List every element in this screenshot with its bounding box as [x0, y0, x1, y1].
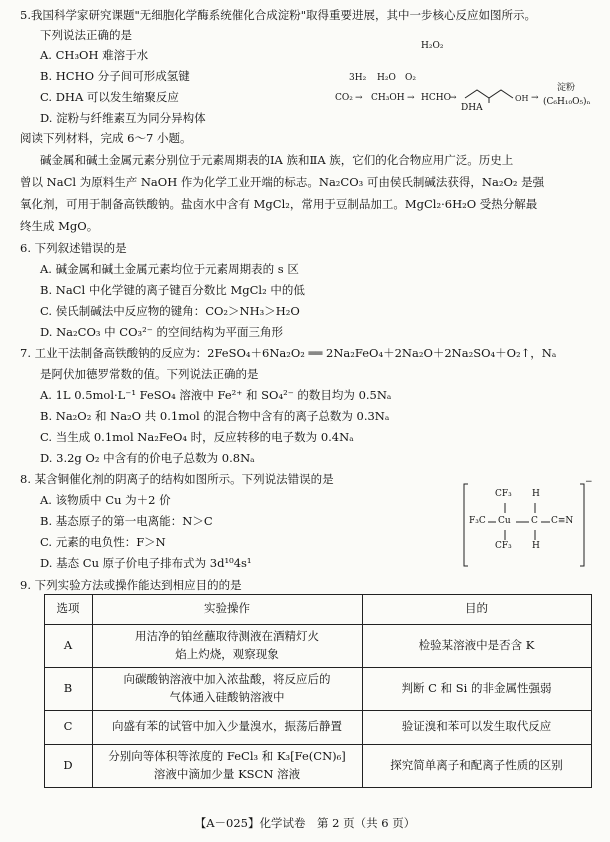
q8-stem: 8. 某含铜催化剂的阴离子的结构如图所示。下列说法错误的是 — [20, 472, 334, 486]
diagram-arrow-2: → — [407, 93, 415, 103]
diagram-co2: CO₂ — [335, 93, 353, 103]
struct-cu: Cu — [498, 516, 511, 526]
q5-option-c: C. DHA 可以发生缩聚反应 — [40, 90, 179, 104]
q5-stem-line1: 5.我国科学家研究课题"无细胞化学酶系统催化合成淀粉"取得重要进展，其中一步核心反应如图所示。 — [20, 8, 537, 22]
q8-option-b: B. 基态原子的第一电离能：N＞C — [40, 514, 213, 528]
struct-h-bottom: H — [532, 541, 540, 551]
table-row-d-operation — [92, 744, 362, 787]
diagram-h2o-label: H₂O — [377, 73, 396, 83]
table-row-a-option: A — [63, 637, 73, 652]
q6-stem: 6. 下列叙述错误的是 — [20, 241, 127, 255]
diagram-starch-formula: (C₆H₁₀O₅)ₙ — [543, 97, 591, 107]
row-d-op-line2: 溶液中滴加少量 KSCN 溶液 — [153, 766, 301, 781]
q5-stem-line2: 下列说法正确的是 — [40, 28, 132, 42]
diagram-h2-label: 3H₂ — [349, 73, 367, 83]
diagram-dha: DHA — [461, 103, 483, 113]
q8-option-d: D. 基态 Cu 原子价电子排布式为 3d¹⁰4s¹ — [40, 556, 252, 570]
q7-option-c: C. 当生成 0.1mol Na₂FeO₄ 时，反应转移的电子数为 0.4Nₐ — [40, 430, 354, 444]
diagram-h2o2-label: H₂O₂ — [421, 41, 444, 51]
q8-option-a: A. 该物质中 Cu 为＋2 价 — [40, 493, 171, 507]
q7-option-b: B. Na₂O₂ 和 Na₂O 共 0.1mol 的混合物中含有的离子总数为 0.3Nₐ — [40, 409, 390, 423]
q5-option-d: D. 淀粉与纤维素互为同分异构体 — [40, 111, 206, 125]
row-a-op-line2: 焰上灼烧，观察现象 — [175, 646, 279, 661]
table-header-operation: 实验操作 — [204, 601, 250, 616]
struct-c-mid: C — [531, 516, 538, 526]
svg-text:OH: OH — [515, 94, 529, 103]
reading-line3: 氧化剂，可用于制备高铁酸钠。盐卤水中含有 MgCl₂，常用于豆制品加工。MgCl₂·6H₂O 受热分解最 — [20, 197, 538, 211]
q9-table — [44, 594, 592, 788]
table-row-c-aim: 验证溴和苯可以发生取代反应 — [401, 719, 552, 734]
diagram-arrow-3: → — [449, 93, 457, 103]
q7-stem-line1: 7. 工业干法制备高铁酸钠的反应为：2FeSO₄＋6Na₂O₂ ══ 2Na₂FeO₄＋2Na₂O＋2Na₂SO₄＋O₂↑，Nₐ — [20, 346, 557, 360]
page-footer: 【A－025】化学试卷 第 2 页（共 6 页） — [194, 816, 416, 830]
table-header-aim: 目的 — [465, 601, 488, 616]
q6-option-d: D. Na₂CO₃ 中 CO₃²⁻ 的空间结构为平面三角形 — [40, 325, 283, 339]
q6-option-a: A. 碱金属和碱土金属元素均位于元素周期表的 s 区 — [40, 262, 299, 276]
struct-cf3-bottom: CF₃ — [495, 541, 512, 551]
reading-line2: 曾以 NaCl 为原料生产 NaOH 作为化学工业开端的标志。Na₂CO₃ 可由侯氏制碱法获得，Na₂O₂ 是强 — [20, 175, 545, 189]
table-row-d-option: D — [63, 757, 73, 772]
row-b-op-line1: 向碳酸钠溶液中加入浓盐酸，将反应后的 — [123, 671, 331, 686]
dha-structure — [463, 82, 533, 104]
diagram-o2-label: O₂ — [405, 73, 416, 83]
q9-stem: 9. 下列实验方法或操作能达到相应目的的是 — [20, 578, 242, 592]
struct-charge: − — [585, 477, 593, 487]
struct-cf3-top: CF₃ — [495, 489, 512, 499]
q7-option-d: D. 3.2g O₂ 中含有的价电子总数为 0.8Nₐ — [40, 451, 255, 465]
q6-option-c: C. 侯氏制碱法中反应物的键角：CO₂＞NH₃＞H₂O — [40, 304, 300, 318]
table-row-b-aim: 判断 C 和 Si 的非金属性强弱 — [401, 680, 552, 695]
table-row-c-operation: 向盛有苯的试管中加入少量溴水，振荡后静置 — [112, 719, 342, 734]
table-header-option: 选项 — [56, 601, 80, 616]
diagram-starch-label: 淀粉 — [557, 83, 576, 93]
struct-cn: C≡N — [551, 516, 574, 526]
q5-reaction-diagram — [335, 41, 600, 114]
row-d-op-line1: 分别向等体积等浓度的 FeCl₃ 和 K₃[Fe(CN)₆] — [108, 748, 346, 763]
row-a-op-line1: 用洁净的铂丝蘸取待测液在酒精灯火 — [135, 628, 319, 643]
reading-line1: 碱金属和碱土金属元素分别位于元素周期表的ⅠA 族和ⅡA 族，它们的化合物应用广泛。历史上 — [40, 153, 514, 167]
q7-stem-line2: 是阿伏加德罗常数的值。下列说法正确的是 — [40, 367, 259, 381]
diagram-ch3oh: CH₃OH — [371, 93, 405, 103]
struct-cf3-left: F₃C — [469, 516, 486, 526]
diagram-arrow-1: → — [355, 93, 363, 103]
q8-option-c: C. 元素的电负性：F＞N — [40, 535, 166, 549]
struct-h-top: H — [532, 489, 540, 499]
diagram-hcho: HCHO — [421, 93, 451, 103]
table-row-b-option: B — [63, 680, 73, 695]
q5-option-a: A. CH₃OH 难溶于水 — [40, 48, 149, 62]
q7-option-a: A. 1L 0.5mol·L⁻¹ FeSO₄ 溶液中 Fe²⁺ 和 SO₄²⁻ 的数目均为 0.5Nₐ — [40, 388, 392, 402]
diagram-arrow-4: → — [531, 93, 539, 103]
reading-intro: 阅读下列材料，完成 6～7 小题。 — [20, 131, 192, 145]
q8-structure-diagram — [462, 477, 593, 570]
table-row-a-operation — [92, 624, 362, 667]
table-row-c-option: C — [63, 719, 73, 734]
reading-line4: 终生成 MgO。 — [20, 219, 99, 233]
table-row-b-operation — [92, 667, 362, 710]
table-row-d-aim: 探究简单离子和配离子性质的区别 — [390, 757, 563, 772]
row-b-op-line2: 气体通入硅酸钠溶液中 — [169, 689, 285, 704]
table-row-a-aim: 检验某溶液中是否含 K — [418, 637, 535, 652]
q5-option-b: B. HCHO 分子间可形成氢键 — [40, 69, 190, 83]
q6-option-b: B. NaCl 中化学键的离子键百分数比 MgCl₂ 中的低 — [40, 283, 305, 297]
